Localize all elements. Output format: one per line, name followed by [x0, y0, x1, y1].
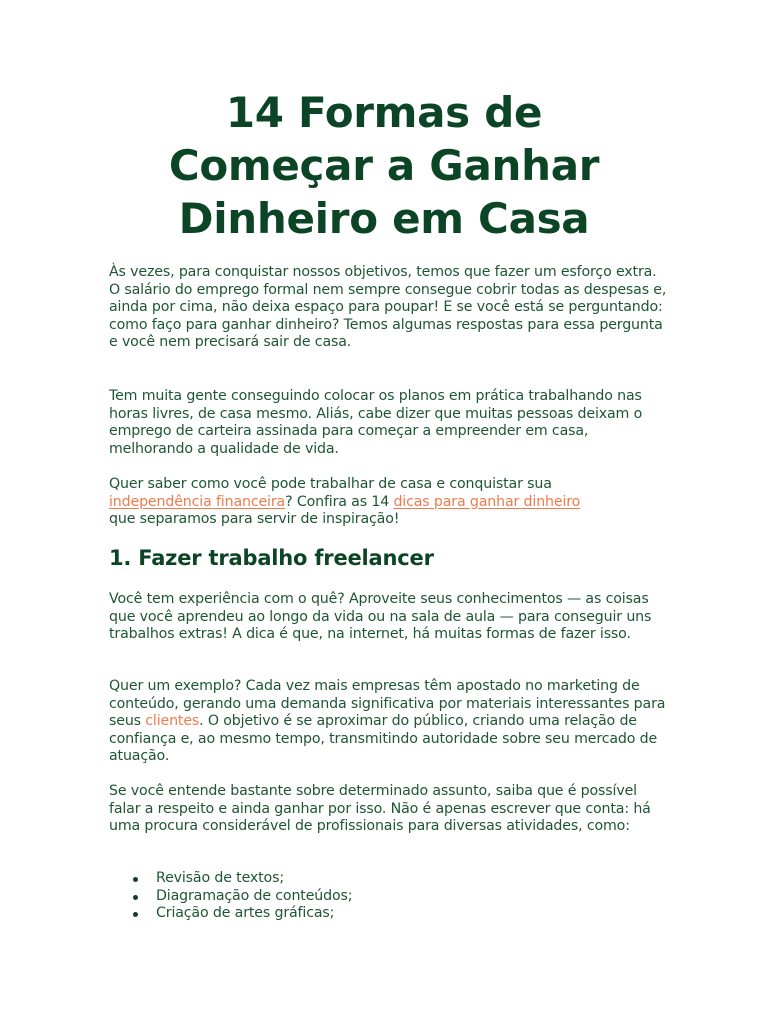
title-line-3: Dinheiro em Casa: [178, 194, 590, 243]
bullet-icon: [133, 912, 138, 917]
list-item-text: Criação de artes gráficas;: [156, 905, 335, 922]
link-clientes[interactable]: clientes: [145, 713, 200, 730]
title-line-1: 14 Formas de: [225, 88, 543, 137]
section-heading-freelancer: 1. Fazer trabalho freelancer: [109, 546, 434, 570]
intro-paragraph-3-text-1: Quer saber como você pode trabalhar de casa e conquistar sua: [109, 476, 552, 492]
list-item: [109, 870, 352, 888]
section-1-paragraph-2: [109, 678, 669, 766]
intro-paragraph-3-text-2: ? Confira as 14: [285, 493, 394, 510]
section-1-paragraph-2-text-2: . O objetivo é se aproximar do público, criando uma relação de confiança e, ao mesmo tempo, transmitindo autoridade sobre seu mercado de atuação.: [109, 713, 658, 765]
bullet-icon: [133, 895, 138, 900]
intro-paragraph-3: [109, 476, 609, 529]
link-independencia-financeira[interactable]: independência financeira: [109, 493, 286, 510]
section-1-paragraph-1: Você tem experiência com o quê? Aproveite seus conhecimentos — as coisas que você aprendeu ao longo da vida ou na sala de aula — para conseguir uns trabalhos extras! A dica é que, na internet, há muitas formas de fazer isso.: [109, 591, 652, 643]
list-item: [109, 905, 352, 923]
page-title: [110, 86, 658, 245]
section-1-paragraph-3: Se você entende bastante sobre determinado assunto, saiba que é possível falar a respeito e ainda ganhar por isso. Não é apenas escrever que conta: há uma procura considerável de profissionais para diversas atividades, como:: [109, 783, 651, 835]
activities-list: [109, 870, 352, 923]
bullet-icon: [133, 877, 138, 882]
intro-paragraph-2: Tem muita gente conseguindo colocar os planos em prática trabalhando nas horas livres, de casa mesmo. Aliás, cabe dizer que muitas pessoas deixam o emprego de carteira assinada para começar a empreender em casa, melhorando a qualidade de vida.: [109, 388, 643, 457]
intro-paragraph-1: Às vezes, para conquistar nossos objetivos, temos que fazer um esforço extra. O salário do emprego formal nem sempre consegue cobrir todas as despesas e, ainda por cima, não deixa espaço para poupar! E se você está se perguntando: como faço para ganhar dinheiro? Temos algumas respostas para essa pergunta e você nem precisará sair de casa.: [109, 264, 667, 351]
link-dicas-para-ganhar-dinheiro[interactable]: dicas para ganhar dinheiro: [393, 493, 581, 510]
title-line-2: Começar a Ganhar: [168, 141, 600, 190]
intro-paragraph-3-text-3: que separamos para servir de inspiração!: [109, 511, 400, 528]
list-item: [109, 888, 352, 906]
list-item-text: Diagramação de conteúdos;: [156, 887, 353, 904]
list-item-text: Revisão de textos;: [156, 870, 284, 886]
section-1-paragraph-2-text-1: Quer um exemplo? Cada vez mais empresas têm apostado no marketing de conteúdo, gerando uma demanda significativa por materiais interessantes para seus: [109, 678, 666, 730]
